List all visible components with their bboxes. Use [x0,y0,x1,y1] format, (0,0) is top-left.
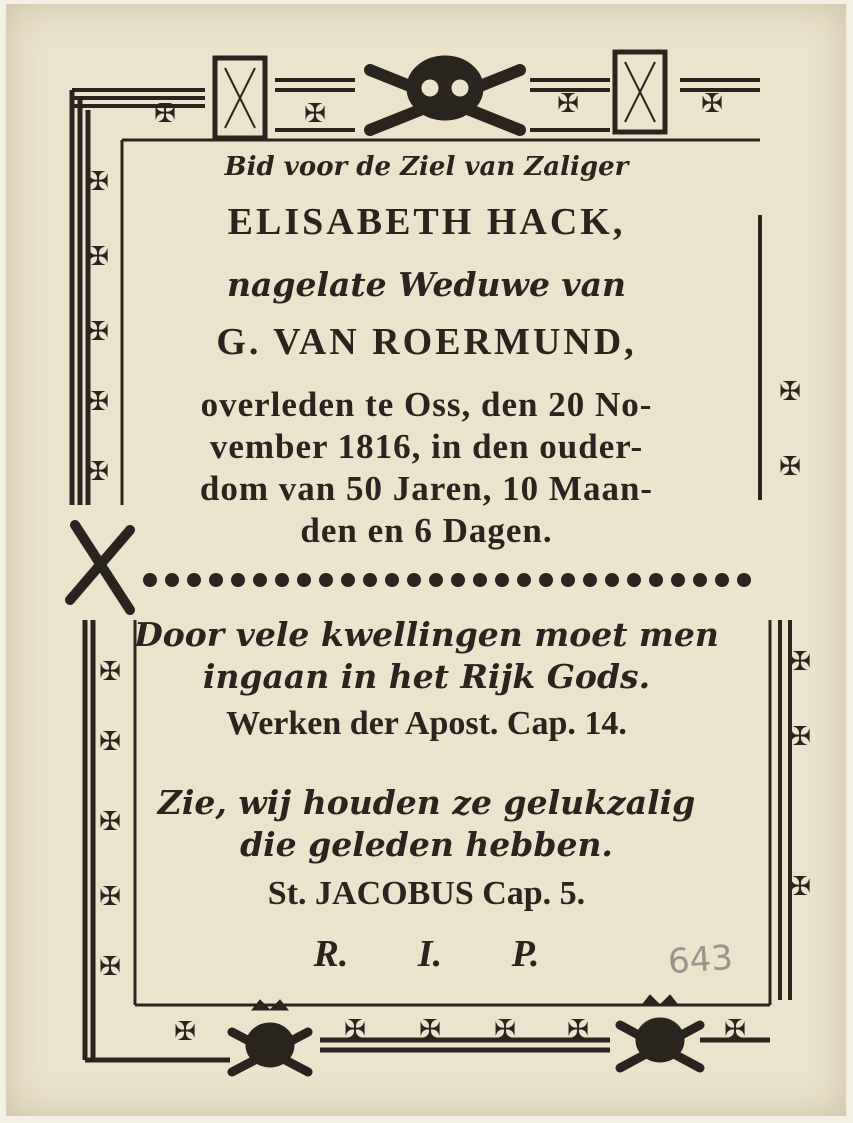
svg-text:✠: ✠ [344,1015,366,1045]
obituary-line: dom van 50 Jaren, 10 Maan- [199,469,654,508]
scripture-reference: Werken der Apost. Cap. 14. [226,705,627,742]
widow-line: nagelate Weduwe van [227,265,626,304]
verse-line: die geleden hebben. [240,825,613,864]
svg-text:✠: ✠ [99,952,121,982]
svg-text:✠: ✠ [99,882,121,912]
svg-text:✠: ✠ [419,1015,441,1045]
svg-text:✠: ✠ [87,387,109,417]
svg-text:✠: ✠ [494,1015,516,1045]
obituary-line: den en 6 Dagen. [300,511,553,550]
svg-text:✠: ✠ [87,242,109,272]
verse-line: Door vele kwellingen moet men [134,615,719,654]
svg-text:✠: ✠ [789,647,811,677]
deceased-name: ELISABETH HACK, [227,201,626,243]
svg-text:✠: ✠ [779,377,801,407]
svg-text:✠: ✠ [174,1017,196,1047]
svg-text:✠: ✠ [87,317,109,347]
svg-text:✠: ✠ [87,457,109,487]
svg-text:✠: ✠ [701,89,723,119]
husband-name: G. VAN ROERMUND, [216,321,637,363]
rip-text: R. I. P. [313,933,540,975]
scripture-reference: St. JACOBUS Cap. 5. [267,875,586,912]
prayer-intro: Bid voor de Ziel van Zaliger [224,152,629,182]
obituary-line: vember 1816, in den ouder- [209,427,644,466]
svg-text:✠: ✠ [87,167,109,197]
svg-text:✠: ✠ [99,807,121,837]
svg-text:✠: ✠ [789,872,811,902]
svg-text:✠: ✠ [724,1015,746,1045]
svg-text:✠: ✠ [789,722,811,752]
svg-text:✠: ✠ [567,1015,589,1045]
svg-text:✠: ✠ [99,657,121,687]
pencil-note: 643 [666,937,735,983]
svg-text:✠: ✠ [99,727,121,757]
obituary-line: overleden te Oss, den 20 No- [200,385,653,424]
svg-text:✠: ✠ [557,89,579,119]
svg-text:✠: ✠ [154,99,176,129]
verse-line: ingaan in het Rijk Gods. [202,657,651,696]
svg-text:✠: ✠ [779,452,801,482]
svg-text:✠: ✠ [304,99,326,129]
verse-line: Zie, wij houden ze gelukzalig [157,783,696,822]
